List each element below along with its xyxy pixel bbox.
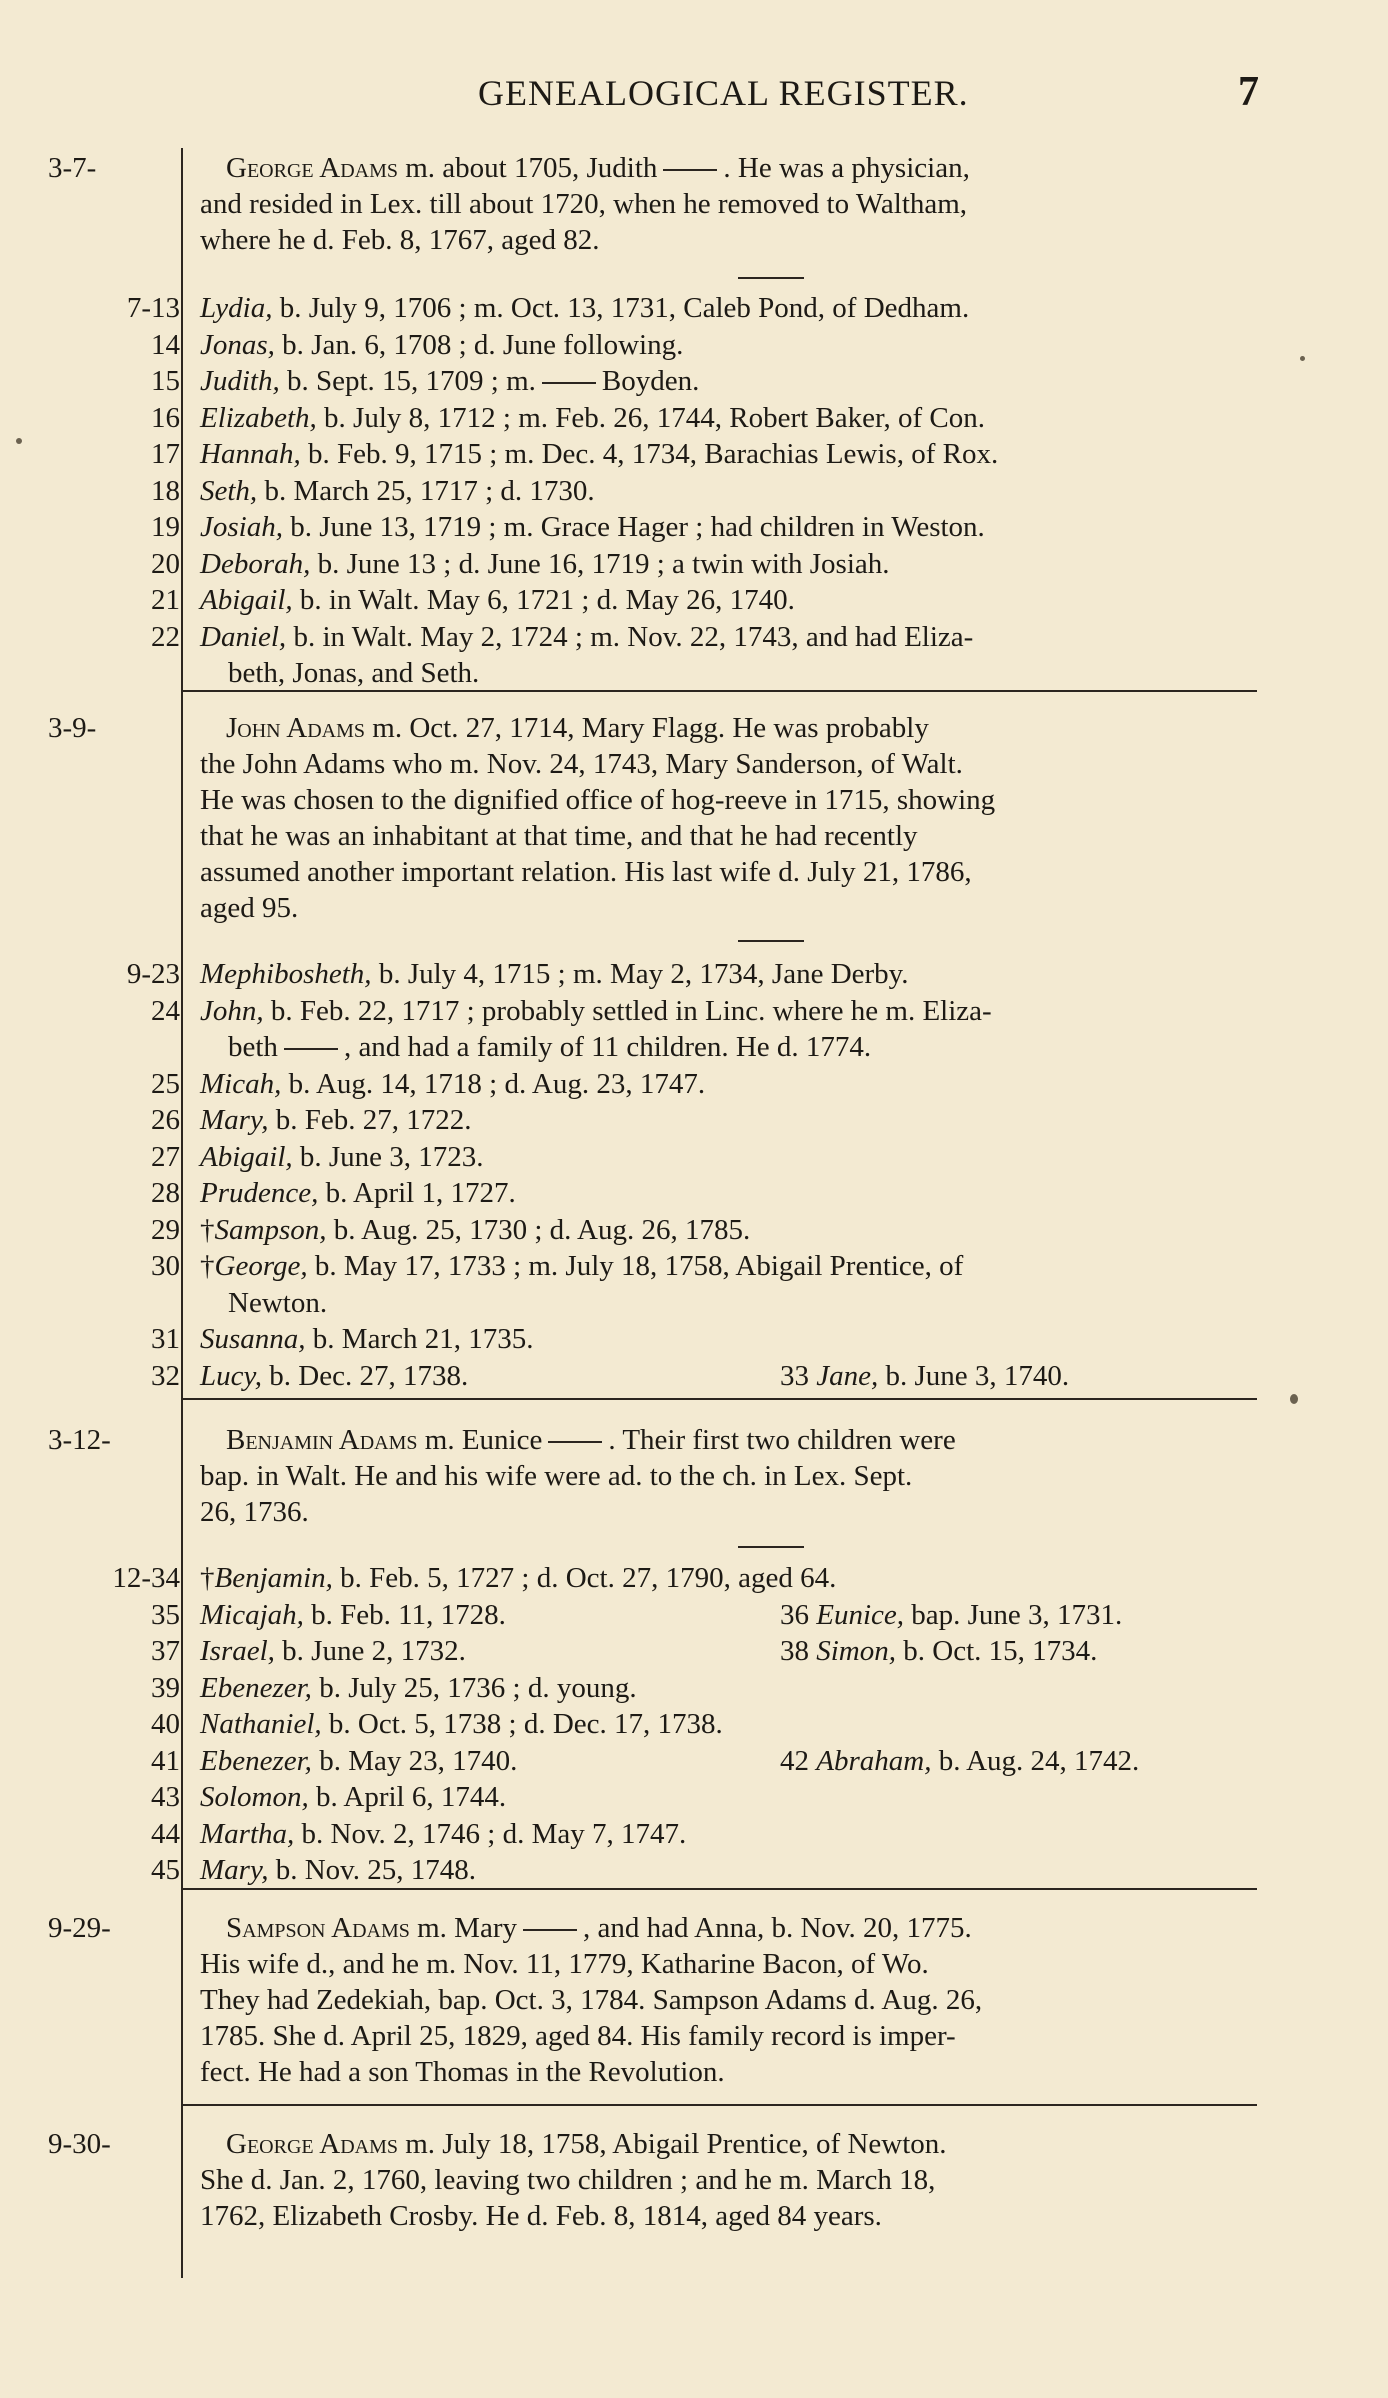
child-name: Deborah, xyxy=(200,547,311,580)
child-entry xyxy=(780,1743,1139,1780)
child-number: 21 xyxy=(151,584,180,616)
ink-speck xyxy=(16,438,22,444)
child-entry xyxy=(200,1358,468,1395)
person-name: Benjamin Adams xyxy=(226,1424,418,1456)
dagger-mark: † xyxy=(200,1213,215,1246)
entry-paragraph-line: where he d. Feb. 8, 1767, aged 82. xyxy=(200,224,600,256)
child-entry-continued: beth , and had a family of 11 children. He d. 1774. xyxy=(228,1031,872,1063)
child-number: 27 xyxy=(151,1140,180,1173)
child-entry xyxy=(200,956,909,993)
child-entry xyxy=(200,473,595,510)
child-details: bap. June 3, 1731. xyxy=(904,1598,1123,1631)
child-details: b. Nov. 25, 1748. xyxy=(268,1854,477,1886)
child-number: 41 xyxy=(151,1744,180,1777)
child-name: Sampson, xyxy=(214,1213,327,1246)
child-number: 19 xyxy=(151,511,180,543)
child-details: b. July 4, 1715 ; m. May 2, 1734, Jane Derby. xyxy=(371,958,909,990)
child-name: Ebenezer, xyxy=(200,1671,312,1704)
child-name: Elizabeth, xyxy=(200,401,317,434)
child-number: 30 xyxy=(151,1250,180,1282)
child-details: b. Dec. 27, 1738. xyxy=(262,1359,469,1392)
child-entry xyxy=(200,1816,686,1853)
entry-ref: 3-7- xyxy=(48,152,97,184)
child-number: 42 xyxy=(780,1744,809,1777)
child-name: Mary, xyxy=(200,1104,269,1136)
child-details: b. July 8, 1712 ; m. Feb. 26, 1744, Robert Baker, of Con. xyxy=(316,401,986,434)
child-name: Mary, xyxy=(200,1854,269,1886)
child-name: Simon, xyxy=(816,1635,896,1667)
child-number: 29 xyxy=(151,1213,180,1246)
column-rule xyxy=(181,148,183,2278)
blank-dash xyxy=(663,169,717,171)
section-divider xyxy=(183,690,1257,692)
child-entry xyxy=(780,1633,1097,1670)
child-number: 28 xyxy=(151,1177,180,1209)
child-entry xyxy=(200,400,985,437)
child-number: 24 xyxy=(151,994,180,1027)
child-details: b. June 2, 1732. xyxy=(274,1635,466,1667)
child-entry-continued: Newton. xyxy=(228,1286,328,1319)
child-number: 20 xyxy=(151,547,180,580)
child-details: b. June 3, 1740. xyxy=(878,1359,1070,1392)
child-details: b. Oct. 15, 1734. xyxy=(896,1635,1098,1667)
child-details: b. May 23, 1740. xyxy=(311,1744,518,1777)
blank-dash xyxy=(284,1048,338,1050)
child-name: Judith, xyxy=(200,365,280,397)
child-details: b. April 6, 1744. xyxy=(308,1781,507,1813)
entry-paragraph-line: She d. Jan. 2, 1760, leaving two children ; and he m. March 18, xyxy=(200,2164,936,2196)
child-name: George, xyxy=(214,1250,308,1282)
child-details: b. Aug. 24, 1742. xyxy=(931,1744,1140,1777)
dagger-mark: † xyxy=(200,1562,215,1594)
child-name: Lucy, xyxy=(200,1359,263,1392)
child-details: b. Nov. 2, 1746 ; d. May 7, 1747. xyxy=(294,1817,687,1850)
child-entry xyxy=(200,1597,506,1634)
child-name: Martha, xyxy=(200,1817,295,1850)
child-details: b. June 13, 1719 ; m. Grace Hager ; had children in Weston. xyxy=(282,511,985,543)
child-entry xyxy=(200,1560,836,1597)
ink-speck xyxy=(1290,1394,1298,1404)
entry-paragraph-line: 26, 1736. xyxy=(200,1496,309,1528)
child-number: 40 xyxy=(151,1708,180,1740)
child-entry xyxy=(780,1358,1069,1395)
child-number: 16 xyxy=(151,401,180,434)
child-number: 7-13 xyxy=(126,292,180,324)
entry-paragraph-line: fect. He had a son Thomas in the Revolution. xyxy=(200,2056,725,2088)
section-divider xyxy=(738,1546,804,1548)
child-name: John, xyxy=(200,994,264,1027)
child-entry xyxy=(200,582,795,619)
child-entry xyxy=(200,1321,533,1358)
entry-paragraph-line: Benjamin Adams m. Eunice . Their first two children were xyxy=(226,1424,956,1456)
blank-dash xyxy=(548,1441,602,1443)
child-entry xyxy=(200,1852,476,1889)
child-name: Abigail, xyxy=(200,584,293,616)
child-name: Prudence, xyxy=(200,1177,319,1209)
child-number: 43 xyxy=(151,1781,180,1813)
entry-paragraph-line: bap. in Walt. He and his wife were ad. to the ch. in Lex. Sept. xyxy=(200,1460,913,1492)
child-entry xyxy=(780,1597,1122,1634)
child-number: 14 xyxy=(151,328,180,361)
child-number: 31 xyxy=(151,1323,180,1355)
child-number: 36 xyxy=(780,1598,809,1631)
entry-paragraph-line: Sampson Adams m. Mary , and had Anna, b. Nov. 20, 1775. xyxy=(226,1912,972,1944)
person-name: John Adams xyxy=(226,712,366,744)
child-name: Eunice, xyxy=(816,1598,905,1631)
child-number: 18 xyxy=(151,474,180,507)
child-entry xyxy=(200,993,992,1030)
entry-paragraph-line: assumed another important relation. His last wife d. July 21, 1786, xyxy=(200,856,972,888)
entry-paragraph-line: His wife d., and he m. Nov. 11, 1779, Katharine Bacon, of Wo. xyxy=(200,1948,929,1980)
entry-paragraph-line: They had Zedekiah, bap. Oct. 3, 1784. Sampson Adams d. Aug. 26, xyxy=(200,1984,983,2016)
child-number: 45 xyxy=(151,1854,180,1886)
child-entry xyxy=(200,1248,963,1285)
entry-paragraph-line: 1785. She d. April 25, 1829, aged 84. His family record is imper- xyxy=(200,2020,956,2052)
child-number: 37 xyxy=(151,1635,180,1667)
child-number: 25 xyxy=(151,1067,180,1100)
entry-paragraph-line: 1762, Elizabeth Crosby. He d. Feb. 8, 1814, aged 84 years. xyxy=(200,2200,882,2232)
entry-ref: 9-29- xyxy=(48,1912,111,1944)
child-details: Boyden. xyxy=(601,365,700,397)
child-number: 35 xyxy=(151,1598,180,1631)
child-details: b. Aug. 14, 1718 ; d. Aug. 23, 1747. xyxy=(281,1067,706,1100)
child-number: 39 xyxy=(151,1671,180,1704)
child-number: 26 xyxy=(151,1104,180,1136)
child-details: b. March 21, 1735. xyxy=(305,1323,534,1355)
child-name: Solomon, xyxy=(200,1781,309,1813)
entry-paragraph-line: that he was an inhabitant at that time, and that he had recently xyxy=(200,820,918,852)
child-details: b. Sept. 15, 1709 ; m. xyxy=(279,365,536,397)
child-entry xyxy=(200,363,699,400)
child-entry xyxy=(200,327,683,364)
child-entry-continued: beth, Jonas, and Seth. xyxy=(228,657,480,689)
child-entry xyxy=(200,1633,466,1670)
child-details: b. Feb. 27, 1722. xyxy=(268,1104,472,1136)
entry-paragraph-line: the John Adams who m. Nov. 24, 1743, Mary Sanderson, of Walt. xyxy=(200,748,963,780)
child-details: b. Oct. 5, 1738 ; d. Dec. 17, 1738. xyxy=(321,1708,723,1740)
section-divider xyxy=(183,1398,1257,1400)
child-entry xyxy=(200,1779,506,1816)
dagger-mark: † xyxy=(200,1250,215,1282)
child-entry xyxy=(200,1175,516,1212)
child-details: b. Feb. 9, 1715 ; m. Dec. 4, 1734, Barachias Lewis, of Rox. xyxy=(300,438,999,470)
child-details: b. in Walt. May 2, 1724 ; m. Nov. 22, 1743, and had Eliza- xyxy=(286,620,974,653)
entry-ref: 9-30- xyxy=(48,2128,111,2160)
entry-paragraph-line: George Adams m. July 18, 1758, Abigail Prentice, of Newton. xyxy=(226,2128,947,2160)
child-details: b. March 25, 1717 ; d. 1730. xyxy=(257,474,595,507)
child-number: 12-34 xyxy=(112,1562,180,1594)
child-details: b. July 9, 1706 ; m. Oct. 13, 1731, Caleb Pond, of Dedham. xyxy=(272,292,970,324)
entry-paragraph-line: and resided in Lex. till about 1720, when he removed to Waltham, xyxy=(200,188,968,220)
child-details: b. Feb. 22, 1717 ; probably settled in Linc. where he m. Eliza- xyxy=(263,994,992,1027)
child-number: 22 xyxy=(151,620,180,653)
section-divider xyxy=(738,940,804,942)
child-number: 9-23 xyxy=(126,958,180,990)
child-details: b. Aug. 25, 1730 ; d. Aug. 26, 1785. xyxy=(326,1213,751,1246)
child-entry xyxy=(200,436,998,473)
child-details: b. Jan. 6, 1708 ; d. June following. xyxy=(274,328,684,361)
entry-ref: 3-12- xyxy=(48,1424,111,1456)
page-header xyxy=(0,68,1388,118)
child-name: Mephibosheth, xyxy=(200,958,372,990)
child-entry xyxy=(200,290,969,327)
child-name: Jane, xyxy=(816,1359,879,1392)
section-divider xyxy=(738,277,804,279)
child-name: Abigail, xyxy=(200,1140,293,1173)
child-name: Josiah, xyxy=(200,511,283,543)
child-name: Seth, xyxy=(200,474,258,507)
child-entry xyxy=(200,1706,723,1743)
child-name: Nathaniel, xyxy=(200,1708,322,1740)
child-number: 15 xyxy=(151,365,180,397)
entry-paragraph-line: He was chosen to the dignified office of hog-reeve in 1715, showing xyxy=(200,784,996,816)
person-name: George Adams xyxy=(226,2128,398,2160)
child-details: b. June 13 ; d. June 16, 1719 ; a twin with Josiah. xyxy=(310,547,890,580)
child-details: b. Feb. 5, 1727 ; d. Oct. 27, 1790, aged 64. xyxy=(332,1562,837,1594)
child-name: Lydia, xyxy=(200,292,273,324)
child-number: 44 xyxy=(151,1817,180,1850)
child-details: b. April 1, 1727. xyxy=(318,1177,516,1209)
entry-paragraph-line: John Adams m. Oct. 27, 1714, Mary Flagg. He was probably xyxy=(226,712,929,744)
child-name: Benjamin, xyxy=(214,1562,333,1594)
child-entry xyxy=(200,1066,705,1103)
child-name: Hannah, xyxy=(200,438,301,470)
page-number: 7 xyxy=(1238,69,1259,115)
child-details: b. in Walt. May 6, 1721 ; d. May 26, 1740. xyxy=(292,584,795,616)
section-divider xyxy=(183,1888,1257,1890)
child-name: Ebenezer, xyxy=(200,1744,312,1777)
child-entry xyxy=(200,546,890,583)
child-entry xyxy=(200,1212,750,1249)
child-name: Daniel, xyxy=(200,620,287,653)
child-name: Israel, xyxy=(200,1635,275,1667)
child-details: b. Feb. 11, 1728. xyxy=(303,1598,506,1631)
child-details: b. May 17, 1733 ; m. July 18, 1758, Abigail Prentice, of xyxy=(307,1250,964,1282)
blank-dash xyxy=(542,382,596,384)
child-name: Susanna, xyxy=(200,1323,306,1355)
child-number: 38 xyxy=(780,1635,809,1667)
child-entry xyxy=(200,509,985,546)
ink-speck xyxy=(1300,356,1305,361)
entry-paragraph-line: aged 95. xyxy=(200,892,299,924)
child-entry xyxy=(200,619,973,656)
child-number: 17 xyxy=(151,438,180,470)
child-entry xyxy=(200,1102,471,1139)
child-number: 33 xyxy=(780,1359,809,1392)
child-number: 32 xyxy=(151,1359,180,1392)
child-name: Jonas, xyxy=(200,328,275,361)
section-divider xyxy=(183,2104,1257,2106)
blank-dash xyxy=(523,1929,577,1931)
child-details: b. July 25, 1736 ; d. young. xyxy=(311,1671,637,1704)
running-title: GENEALOGICAL REGISTER. xyxy=(478,73,969,113)
entry-ref: 3-9- xyxy=(48,712,97,744)
child-name: Micajah, xyxy=(200,1598,304,1631)
child-entry xyxy=(200,1743,517,1780)
person-name: Sampson Adams xyxy=(226,1912,410,1944)
child-name: Micah, xyxy=(200,1067,282,1100)
child-entry xyxy=(200,1139,484,1176)
entry-paragraph-line: George Adams m. about 1705, Judith . He was a physician, xyxy=(226,152,970,184)
person-name: George Adams xyxy=(226,152,398,184)
child-details: b. June 3, 1723. xyxy=(292,1140,484,1173)
child-name: Abraham, xyxy=(816,1744,932,1777)
child-entry xyxy=(200,1670,637,1707)
